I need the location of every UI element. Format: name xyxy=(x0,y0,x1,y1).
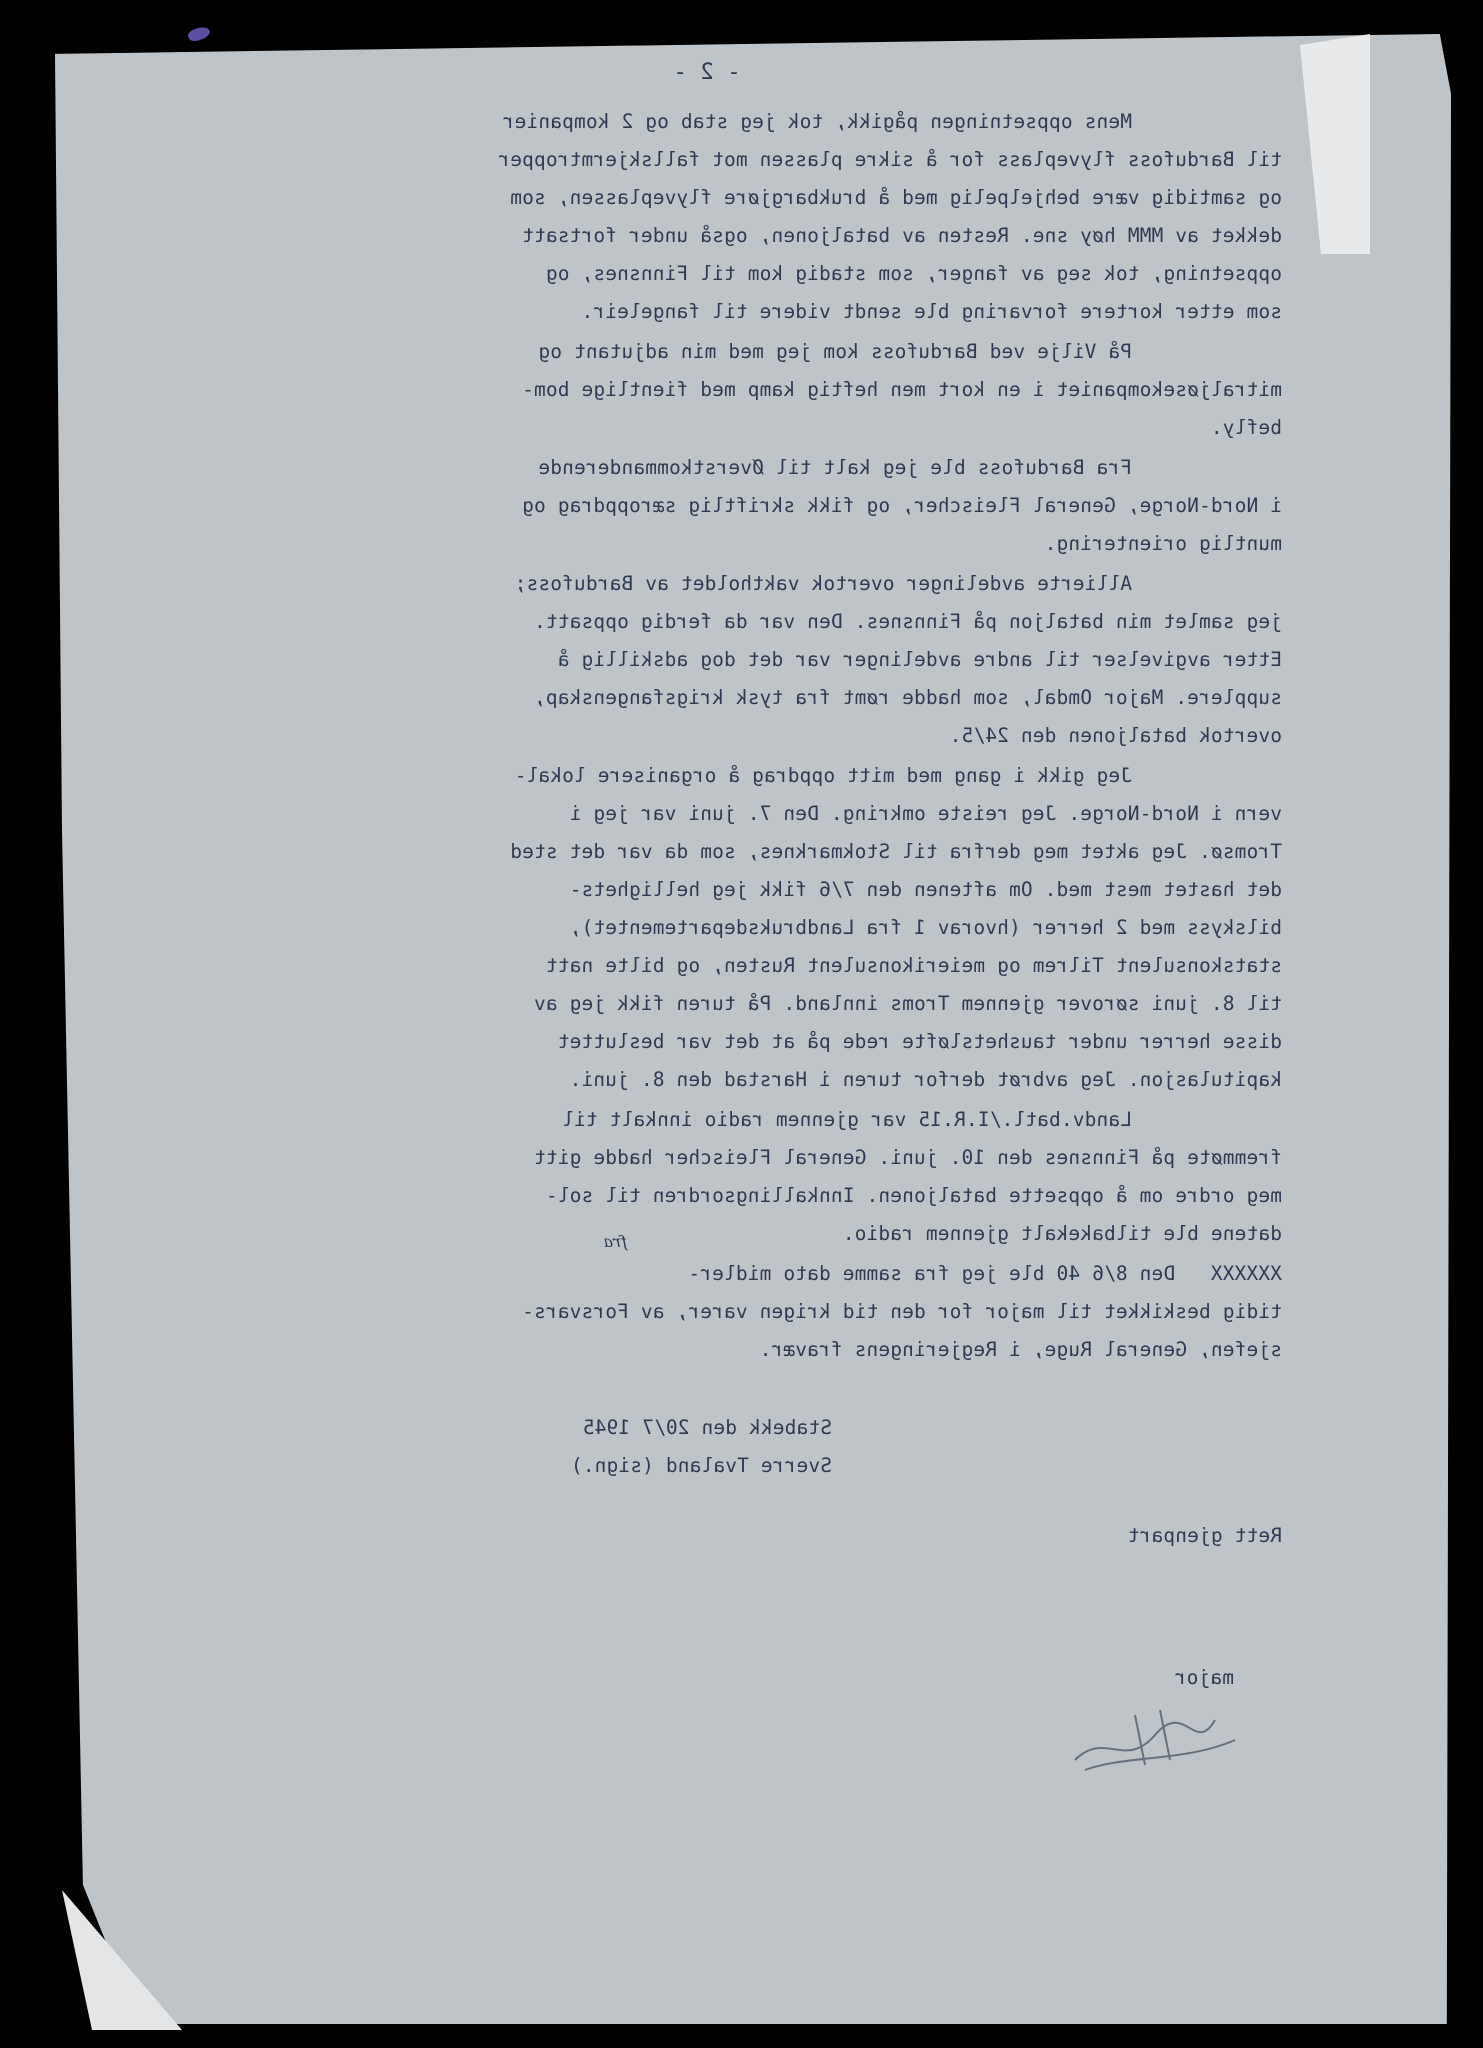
text-line: statskonsulent Tilrem og meierikonsulent Rusten, og bilte natt xyxy=(545,954,1282,977)
text-line: til Bardufoss flyveplass for å sikre plassen mot fallskjermtropper xyxy=(498,148,1282,171)
text-line: oppsetning, tok seg av fanger, som stadig kom til Finnsnes, og xyxy=(545,262,1282,285)
text-line: XXXXXX Den 8/6 40 ble jeg fra samme dato midler- xyxy=(688,1262,1282,1285)
page-number: - 2 - xyxy=(673,60,741,85)
text-line: Landv.batl./I.R.15 var gjennem radio innkalt til xyxy=(562,1108,1132,1131)
text-line: som etter kortere forvaring ble sendt videre til fangeleir. xyxy=(581,300,1282,323)
text-line: supplere. Major Omdal, som hadde rømt fra tysk krigsfangenskap, xyxy=(533,686,1282,709)
signature-typed: Sverre Tvaland (sign.) xyxy=(570,1454,832,1477)
text-line: disse herrer under taushetsløfte rede på at det var besluttet xyxy=(557,1030,1282,1053)
text-line: overtok bataljonen den 24/5. xyxy=(949,724,1282,747)
text-line: Fra Bardufoss ble jeg kalt til Øverstkommanderende xyxy=(538,456,1132,479)
certification: Rett gjenpart xyxy=(1127,1524,1282,1547)
text-line: vern i Nord-Norge. Jeg reiste omkring. Den 7. juni var jeg i xyxy=(569,802,1282,825)
text-line: Jeg gikk i gang med mitt oppdrag å organisere lokal- xyxy=(514,764,1132,787)
ink-mark xyxy=(187,25,212,44)
handwritten-insert: fra xyxy=(603,1232,627,1251)
text-line: jeg samlet min bataljon på Finnsnes. Den var da ferdig oppsatt. xyxy=(533,610,1282,633)
text-line: Mens oppsetningen pågikk, tok jeg stab og 2 kompanier xyxy=(502,110,1132,133)
signature-scribble xyxy=(1065,1700,1245,1780)
text-line: og samtidig være behjelpelig med å brukbargjøre flyveplassen, som xyxy=(510,186,1282,209)
place-date: Stabekk den 20/7 1945 xyxy=(582,1416,832,1439)
text-line: befly. xyxy=(1210,416,1282,439)
text-line: i Nord-Norge, General Fleischer, og fikk skriftlig særoppdrag og xyxy=(522,494,1282,517)
text-line: kapitulasjon. Jeg avbrøt derfor turen i Harstad den 8. juni. xyxy=(569,1068,1282,1091)
text-line: Tromsø. Jeg aktet meg derfra til Stokmarknes, som da var det sted xyxy=(510,840,1282,863)
text-line: sjefen, General Ruge, i Regjeringens fravær. xyxy=(759,1338,1282,1361)
text-line: det hastet mest med. Om aftenen den 7/6 fikk jeg hellighets- xyxy=(569,878,1282,901)
text-line: muntlig orientering. xyxy=(1044,532,1282,555)
rank: major xyxy=(1174,1666,1234,1689)
text-line: Allierte avdelinger overtok vaktholdet av Bardufoss; xyxy=(514,572,1132,595)
text-line: meg ordre om å oppsette bataljonen. Innkallingsordren til sol- xyxy=(545,1184,1282,1207)
text-line: På Vilje ved Bardufoss kom jeg med min adjutant og xyxy=(538,340,1132,363)
text-line: mitraljøsekompaniet i en kort men heftig kamp med fientlige bom- xyxy=(522,378,1282,401)
text-line: datene ble tilbakekalt gjennem radio. xyxy=(842,1222,1282,1245)
text-line: tidig beskikket til major for den tid krigen varer, av Forsvars- xyxy=(522,1300,1282,1323)
text-line: dekket av MMM høy sne. Resten av bataljonen, også under fortsatt xyxy=(522,224,1282,247)
text-line: til 8. juni sørover gjennem Troms innland. På turen fikk jeg av xyxy=(533,992,1282,1015)
text-line: fremmøte på Finnsnes den 10. juni. General Fleischer hadde gitt xyxy=(533,1146,1282,1169)
text-line: bilskyss med 2 herrer (hvorav 1 fra Landbruksdepartementet), xyxy=(569,916,1282,939)
text-line: Etter avgivelser til andre avdelinger var det dog adskillig å xyxy=(557,648,1282,671)
